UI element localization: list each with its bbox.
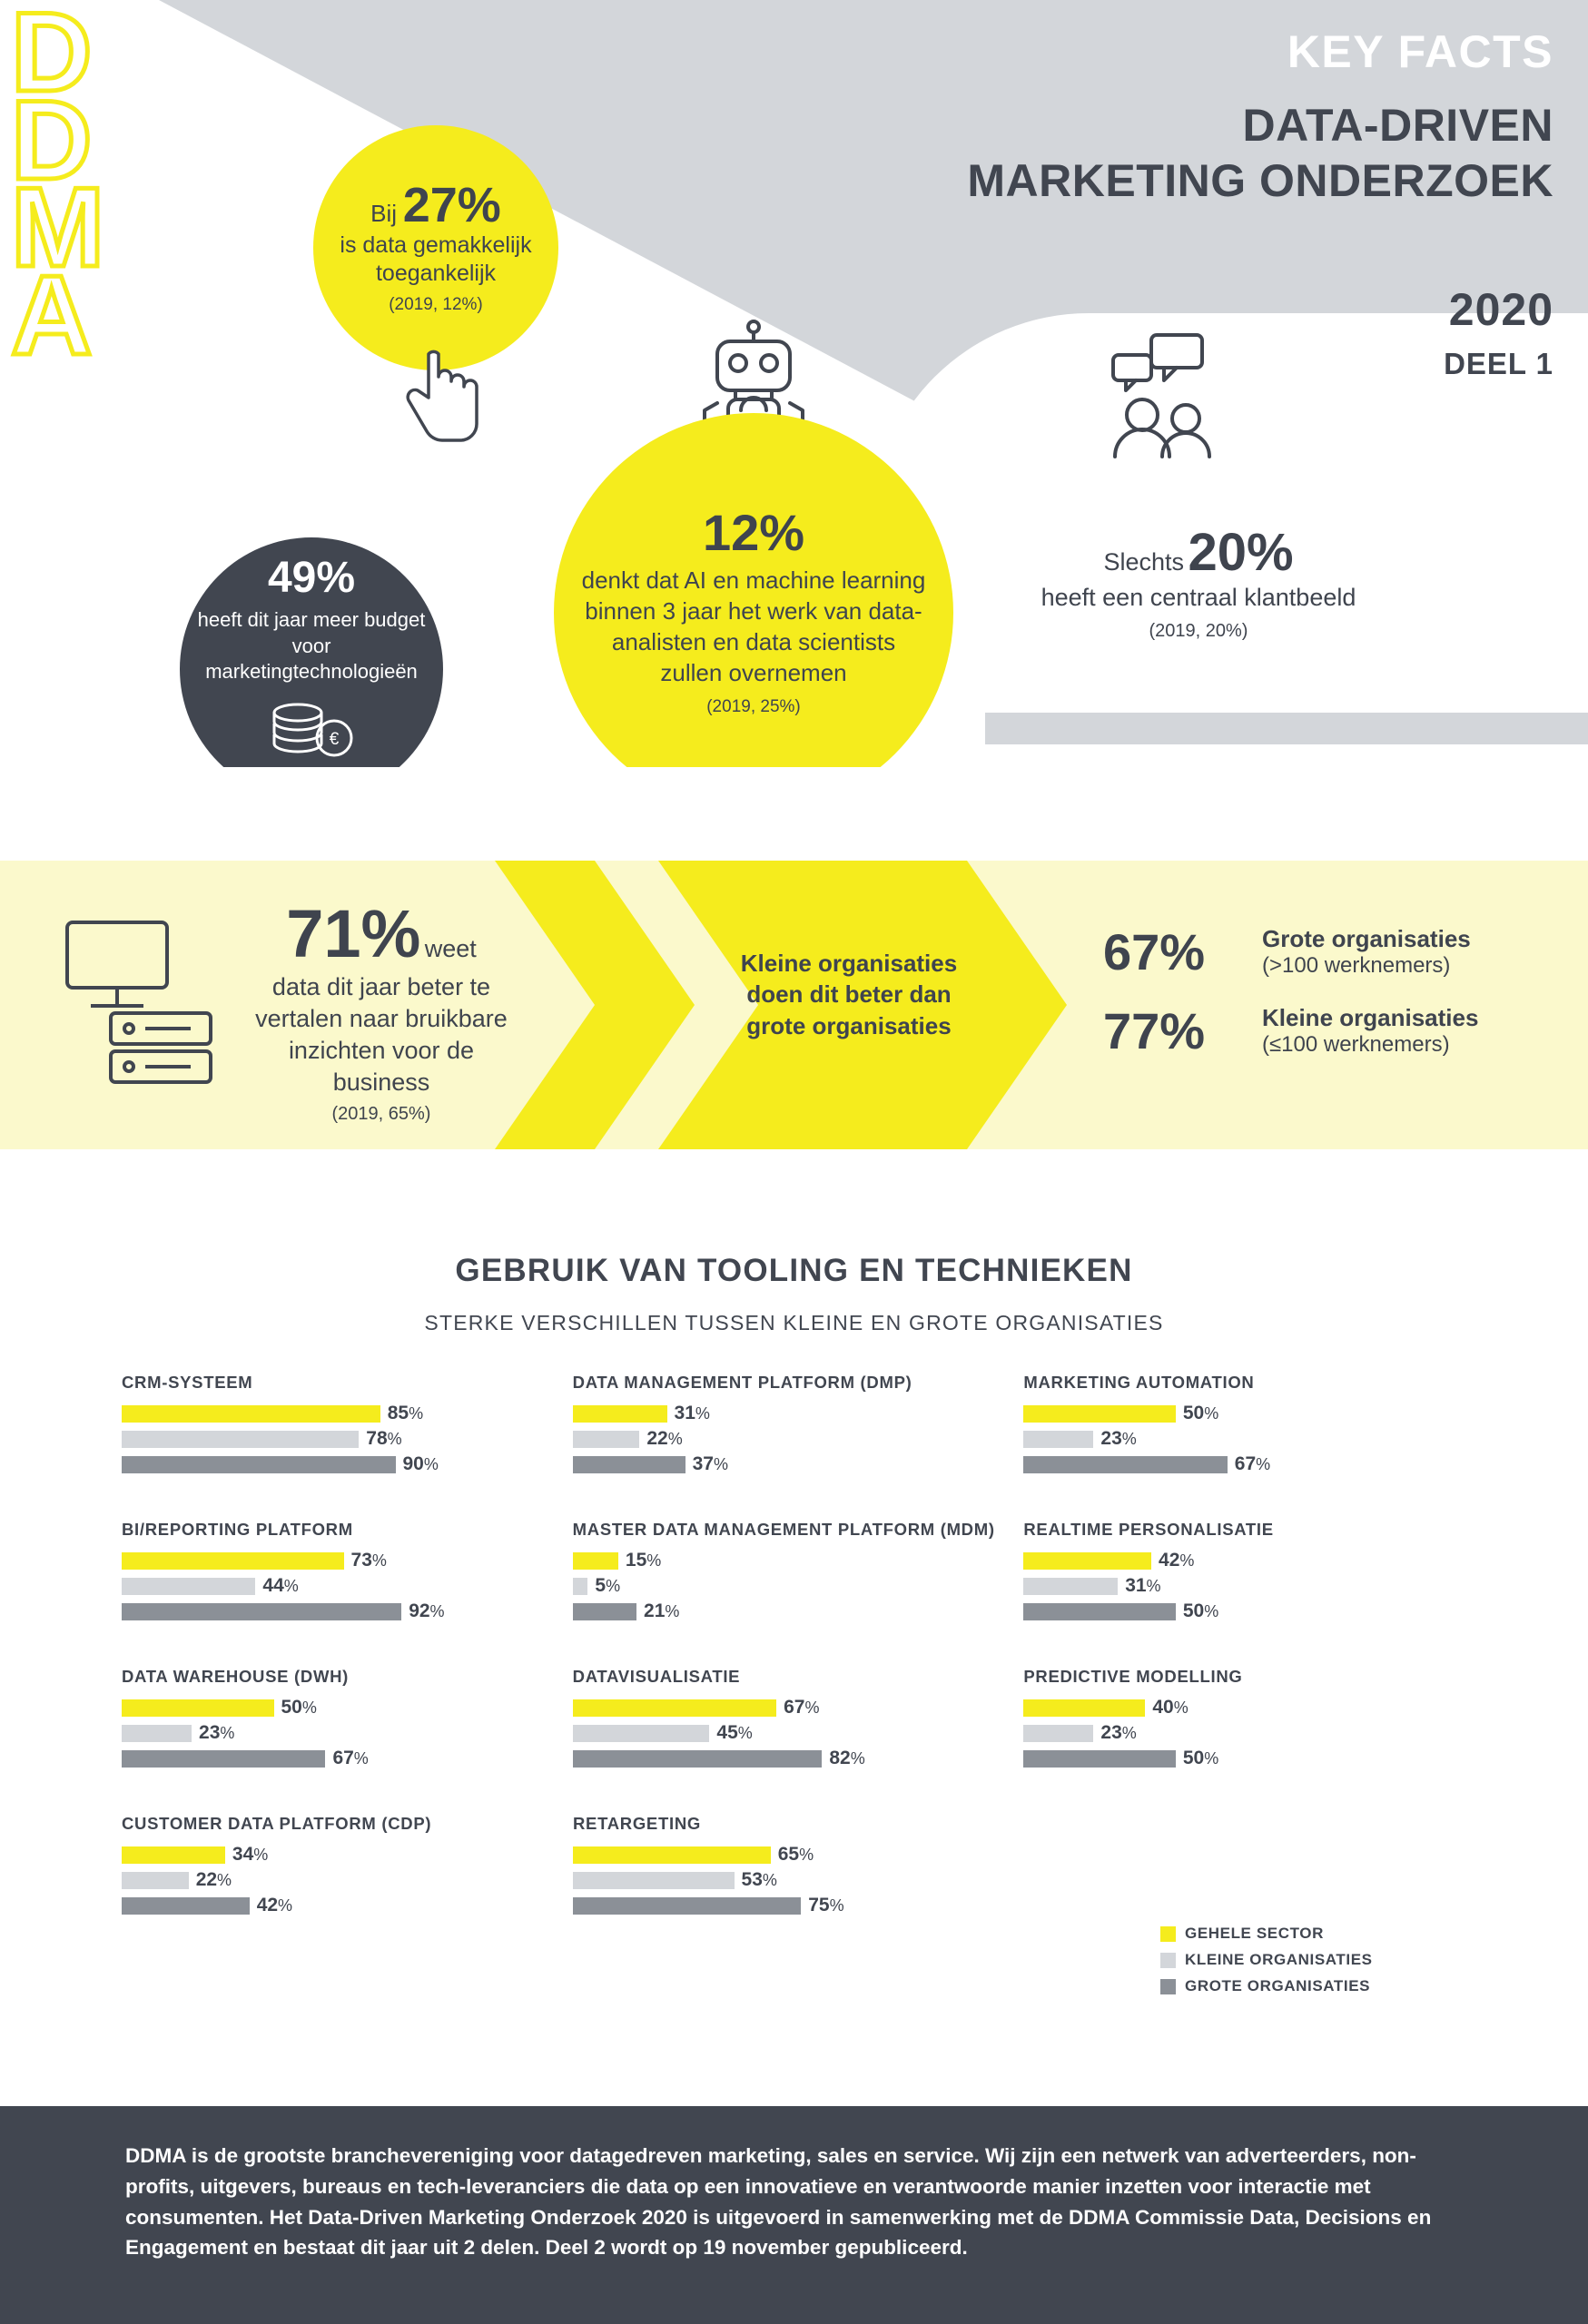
chart-bar-value: 23% [1100,1428,1137,1449]
svg-text:€: € [329,729,340,749]
chart-group-title: DATA MANAGEMENT PLATFORM (DMP) [572,1373,912,1392]
report-title-line2: MARKETING ONDERZOEK [967,155,1553,206]
chart-bar-value: 22% [195,1869,232,1890]
chart-bar-large [1023,1750,1176,1768]
chart-bar-sector [122,1405,380,1423]
chart-bar-row [573,1403,972,1423]
band-stat-67-label: Grote organisaties [1262,924,1471,952]
chart-bar-value: 75% [808,1895,844,1915]
chart-bars [122,1551,521,1621]
chart-bar-value: 82% [829,1748,865,1768]
chart-group-title: REALTIME PERSONALISATIE [1023,1520,1274,1539]
chart-bar-small [573,1431,640,1448]
chart-bar-row [122,1845,521,1865]
chart-bars [1023,1551,1423,1621]
chart-bar-small [122,1431,359,1448]
chart-bar-value: 37% [692,1453,728,1474]
chart-bar-value: 65% [777,1844,814,1865]
chart-bar-small [573,1872,735,1889]
legend-item-0 [1160,1925,1373,1943]
band-stat-77 [1103,1001,1478,1060]
chart-bars [1023,1403,1423,1474]
chart-bar-value: 90% [402,1453,439,1474]
chart-bar-sector [1023,1552,1151,1570]
chart-bar-row [573,1870,972,1890]
chart-bar-row [573,1454,972,1474]
chart-bar-row [1023,1454,1423,1474]
chart-bar-row [573,1698,972,1718]
chart-group [122,1373,573,1480]
chart-bar-small [122,1725,192,1742]
chart-bar-row [122,1698,521,1718]
chevron-text: Kleine organisaties doen dit beter dan grote organisaties [740,950,958,1039]
chart-bar-small [1023,1431,1093,1448]
legend-swatch-sector [1160,1926,1176,1942]
coins-icon [261,693,361,765]
chart-bar-value: 31% [1125,1575,1161,1596]
band-stat-77-sub: (≤100 werknemers) [1262,1031,1450,1057]
chart-group-title: PREDICTIVE MODELLING [1023,1667,1243,1686]
chart-bar-small [1023,1725,1093,1742]
chart-bar-value: 23% [1100,1722,1137,1743]
chart-section-title: GEBRUIK VAN TOOLING EN TECHNIEKEN [455,1253,1133,1288]
chart-group-title: MASTER DATA MANAGEMENT PLATFORM (MDM) [572,1520,995,1539]
chart-group [1023,1373,1475,1480]
stat-27-text: is data gemakkelijk toegankelijk [340,231,532,287]
chart-bar-value: 50% [281,1697,317,1718]
chart-bar-row [1023,1429,1423,1449]
stat-27-note: (2019, 12%) [389,294,483,314]
chart-bar-row [122,1551,521,1571]
stat-12-value: 12% [702,504,805,562]
chart-bar-sector [1023,1699,1145,1717]
chart-bar-row [573,1551,972,1571]
stat-circle-27 [313,125,558,370]
chart-bar-row [122,1896,521,1915]
band-right-stats [1103,922,1478,1060]
logo-letter-a: A [11,253,89,379]
chart-bars [122,1845,521,1915]
chart-bar-value: 73% [350,1550,387,1571]
logo-letter-d2: D [11,77,89,203]
chart-bar-row [1023,1723,1423,1743]
logo-letter-m: M [11,165,102,291]
customer-profile-icon [1090,331,1235,477]
chart-bar-value: 5% [595,1575,621,1596]
chart-bar-row [122,1723,521,1743]
chart-legend [1160,1925,1373,2004]
chart-bar-value: 67% [1234,1453,1271,1474]
chart-bars [573,1551,972,1621]
chart-bar-large [122,1603,401,1620]
chart-group [573,1814,1024,1921]
chart-row [122,1520,1475,1667]
chart-group-title: BI/REPORTING PLATFORM [122,1520,353,1539]
legend-item-2 [1160,1977,1373,1995]
chart-bar-large [122,1750,325,1768]
chart-group [573,1520,1024,1627]
band-stat-67-sub: (>100 werknemers) [1262,952,1451,978]
chart-bar-large [573,1603,636,1620]
chart-bars [573,1845,972,1915]
chart-bar-small [122,1578,255,1595]
insight-band [0,861,1588,1149]
chart-bar-sector [573,1552,618,1570]
chart-bar-row [573,1845,972,1865]
chart-bar-row [122,1576,521,1596]
chart-bar-row [122,1748,521,1768]
chart-grid [122,1373,1475,1961]
footer-text: DDMA is de grootste branchevereniging voor datagedreven marketing, sales en service. Wij zijn een netwerk van adverteerders, non-profits, uitgevers, bureaus en tech-leveranciers die data op een innovatieve en verantwoorde manier inzetten voor interactie met consumenten. Het Data-Driven Marketing Onderzoek 2020 is uitgevoerd in samenwerking met de DDMA Commissie Data, Decisions en Engagement en bestaat dit jaar uit 2 delen. Deel 2 wordt op 19 november gepubliceerd. [125,2144,1432,2260]
stat-71-suffix: weet [424,935,477,962]
chart-bar-value: 15% [625,1550,662,1571]
chart-bar-small [573,1578,588,1595]
ddma-logo [11,0,174,379]
chart-group-title: DATAVISUALISATIE [572,1667,741,1686]
chart-group [122,1520,573,1627]
chart-bar-value: 92% [409,1600,445,1621]
chart-bar-row [573,1896,972,1915]
stat-71-value: 71% [286,896,421,971]
report-title [967,98,1553,209]
chart-bar-small [1023,1578,1118,1595]
stat-49-text: heeft dit jaar meer budget voor marketingtechnologieën [197,608,426,684]
chart-bar-row [1023,1551,1423,1571]
chart-bar-large [573,1456,686,1473]
chart-bars [573,1403,972,1474]
chart-group [573,1667,1024,1774]
chart-bar-row [122,1454,521,1474]
band-stat-67-value: 67% [1103,923,1206,980]
chart-bar-large [573,1897,801,1915]
legend-label-small: KLEINE ORGANISATIES [1185,1951,1373,1968]
chart-bar-sector [1023,1405,1176,1423]
stat-71-note: (2019, 65%) [331,1104,431,1125]
chart-bar-value: 78% [366,1428,402,1449]
chart-bar-sector [573,1405,667,1423]
legend-label-large: GROTE ORGANISATIES [1185,1977,1371,1994]
chart-bars [1023,1698,1423,1768]
stat-71-text: data dit jaar beter te vertalen naar bruikbare inzichten voor de business [255,973,508,1097]
chart-group-title: MARKETING AUTOMATION [1023,1373,1255,1392]
legend-item-1 [1160,1951,1373,1969]
stat-12-text: denkt dat AI en machine learning binnen 3 jaar het werk van data-analisten en data scientists zullen overnemen [581,566,926,686]
band-stat-77-value: 77% [1103,1002,1206,1059]
chart-bar-large [122,1897,250,1915]
chart-group [1023,1667,1475,1774]
chart-bar-row [122,1429,521,1449]
chart-group-title: CRM-SYSTEEM [122,1373,253,1392]
chart-group-title: CUSTOMER DATA PLATFORM (CDP) [122,1814,432,1833]
stat-49-value: 49% [267,554,356,603]
chart-bar-row [573,1576,972,1596]
chart-bars [573,1698,972,1768]
chart-bar-large [1023,1603,1176,1620]
chart-bar-value: 42% [256,1895,293,1915]
stat-20-value: 20% [1188,523,1294,582]
chart-bar-sector [122,1699,274,1717]
server-monitor-icon [54,915,227,1097]
chart-group [573,1373,1024,1480]
chart-bar-value: 50% [1182,1403,1219,1423]
stat-20-text: heeft een centraal klantbeeld [1041,584,1356,611]
legend-swatch-small [1160,1953,1176,1968]
stat-20-note: (2019, 20%) [1149,620,1248,641]
stat-12-note: (2019, 25%) [706,696,801,716]
chart-group-title: RETARGETING [573,1814,701,1833]
chart-bar-value: 34% [232,1844,269,1865]
chart-bar-row [122,1403,521,1423]
chart-bar-value: 67% [784,1697,820,1718]
chevron-shape-1 [495,861,695,1149]
report-title-line1: DATA-DRIVEN [1242,100,1553,151]
chart-bar-value: 23% [199,1722,235,1743]
chart-bar-value: 50% [1182,1600,1219,1621]
hand-pointer-icon [392,345,492,445]
chart-bar-sector [122,1846,225,1864]
chart-bar-value: 45% [716,1722,753,1743]
chart-bar-sector [122,1552,344,1570]
chart-bar-value: 44% [262,1575,299,1596]
chart-group-title: DATA WAREHOUSE (DWH) [122,1667,350,1686]
chart-group [122,1667,573,1774]
stat-27-prefix: Bij [370,199,398,227]
chart-bar-large [122,1456,396,1473]
chart-bar-large [573,1750,823,1768]
chart-section-subtitle: STERKE VERSCHILLEN TUSSEN KLEINE EN GROTE ORGANISATIES [424,1311,1164,1334]
chart-bars [122,1403,521,1474]
chart-bar-row [573,1429,972,1449]
chart-group [1023,1520,1475,1627]
stat-block-20 [1017,523,1380,642]
chart-bar-sector [573,1699,776,1717]
footer-section [0,2106,1588,2324]
chart-bar-row [1023,1698,1423,1718]
chart-bar-sector [573,1846,771,1864]
chart-bar-row [122,1601,521,1621]
logo-letter-d1: D [11,0,89,115]
chart-bars [122,1698,521,1768]
chart-bar-row [573,1723,972,1743]
band-stat-77-label: Kleine organisaties [1262,1003,1479,1031]
chart-bar-large [1023,1456,1227,1473]
chart-bar-value: 22% [646,1428,683,1449]
report-year: 2020 [1448,284,1553,335]
chart-bar-value: 67% [332,1748,369,1768]
chart-row [122,1373,1475,1520]
chart-bar-small [122,1872,189,1889]
chart-bar-value: 53% [741,1869,777,1890]
legend-label-sector: GEHELE SECTOR [1185,1925,1324,1942]
chart-bar-row [1023,1601,1423,1621]
chart-bar-row [1023,1403,1423,1423]
chart-bar-small [573,1725,710,1742]
chart-bar-value: 85% [387,1403,424,1423]
chart-bar-row [573,1601,972,1621]
chart-bar-value: 31% [674,1403,710,1423]
chart-bar-value: 50% [1182,1748,1219,1768]
chart-bar-value: 40% [1152,1697,1189,1718]
stat-block-71 [254,896,508,1125]
chart-bar-value: 21% [644,1600,680,1621]
chart-bar-row [1023,1748,1423,1768]
stat-20-prefix: Slechts [1103,548,1184,576]
legend-swatch-large [1160,1979,1176,1994]
report-part: DEEL 1 [1444,347,1553,380]
key-facts-title: KEY FACTS [1287,26,1553,77]
chart-bar-row [1023,1576,1423,1596]
stat-circle-49 [180,537,443,767]
chart-bar-value: 42% [1159,1550,1195,1571]
chart-row [122,1667,1475,1814]
chart-group [122,1814,573,1921]
header-section [0,0,1588,767]
chart-bar-row [573,1748,972,1768]
band-stat-67 [1103,922,1478,981]
stat-27-value: 27% [402,177,501,232]
chart-bar-row [122,1870,521,1890]
